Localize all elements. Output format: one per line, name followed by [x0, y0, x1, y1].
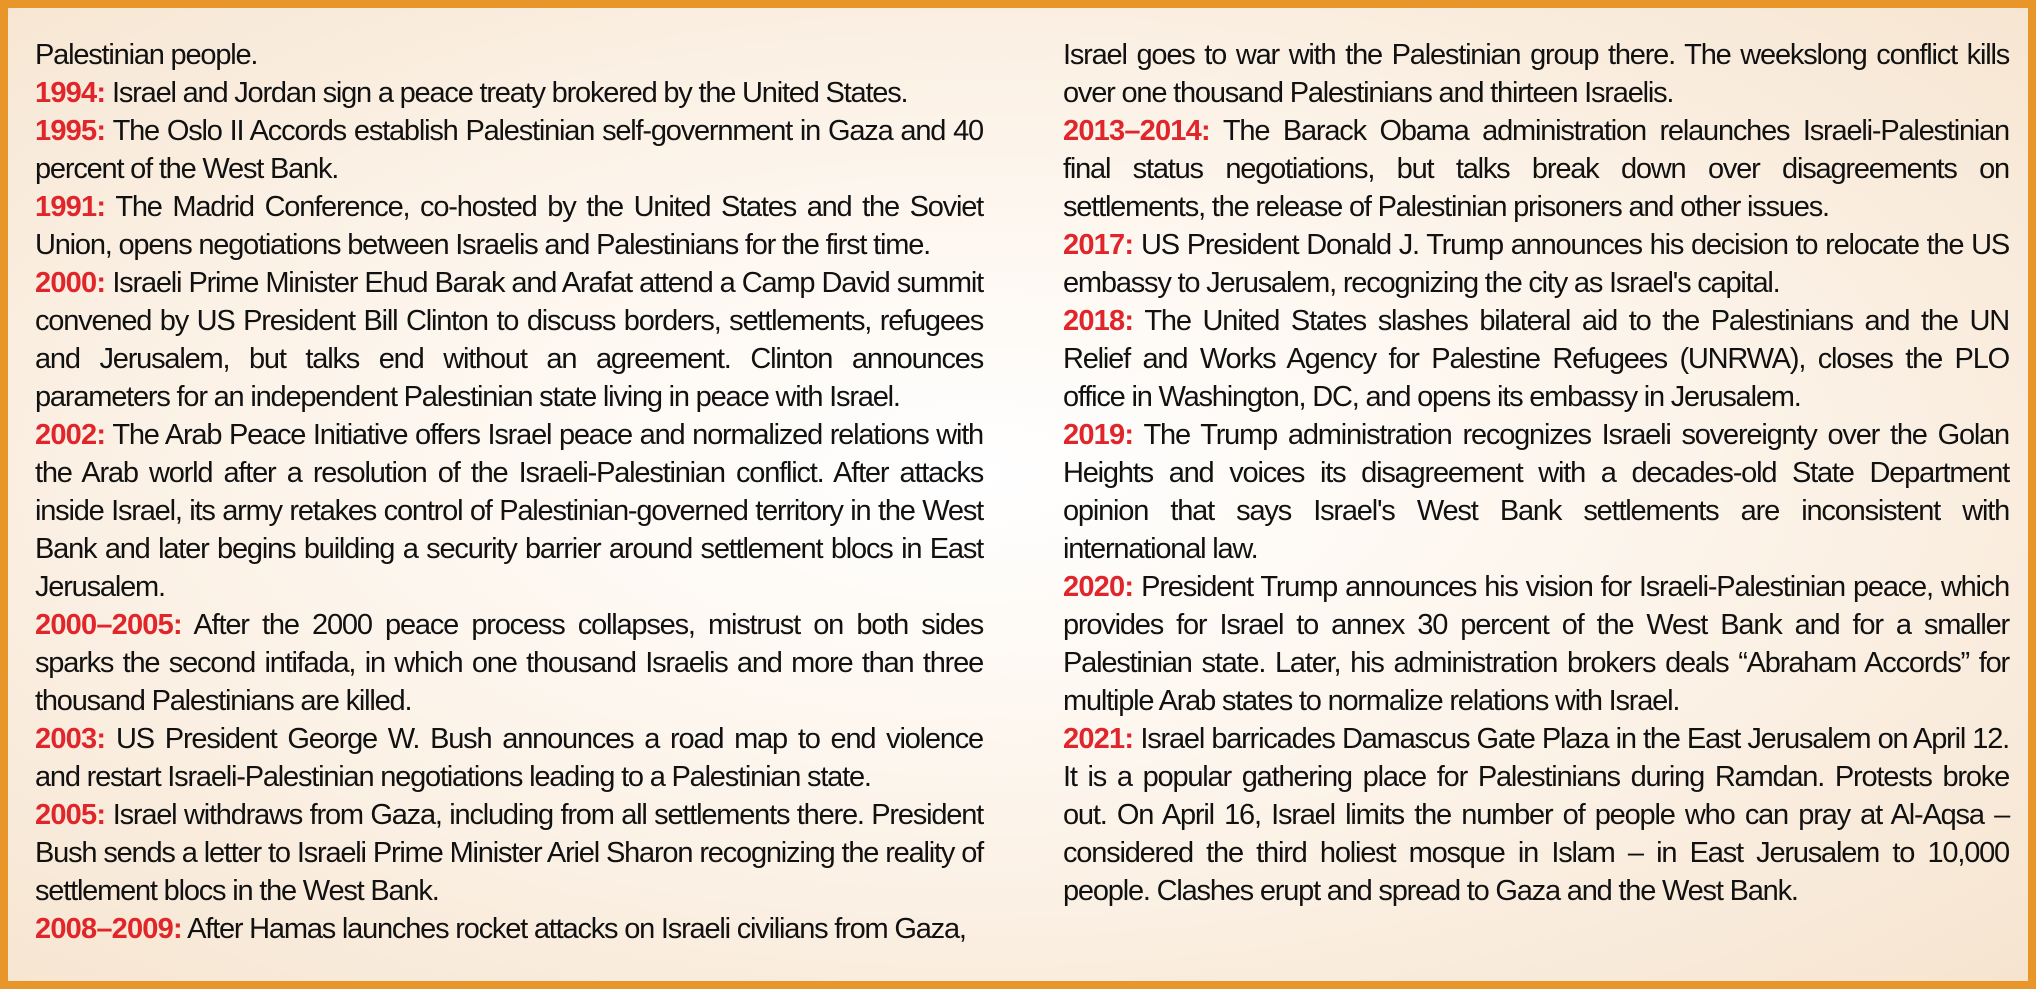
timeline-right-column — [1063, 36, 2009, 910]
timeline-entry-2005 — [35, 796, 983, 910]
timeline-entry-2021 — [1063, 720, 2009, 910]
entry-year: 2000–2005: — [35, 609, 182, 641]
entry-text: After the 2000 peace process collapses, mistrust on both sides sparks the second intifada, in which one thousand Israelis and more than three thousand Palestinians are killed. — [35, 609, 983, 717]
timeline-entry-2002 — [35, 416, 983, 606]
timeline-continued-text: Palestinian people. — [35, 39, 258, 71]
entry-year: 2021: — [1063, 723, 1134, 755]
entry-text: The Oslo II Accords establish Palestinian self-government in Gaza and 40 percent of the West Bank. — [35, 115, 983, 185]
entry-year: 2002: — [35, 419, 106, 451]
entry-year: 2019: — [1063, 419, 1134, 451]
timeline-entry-1994 — [35, 74, 983, 112]
entry-text: US President George W. Bush announces a road map to end violence and restart Israeli-Palestinian negotiations leading to a Palestinian state. — [35, 723, 983, 793]
timeline-entry-1995 — [35, 112, 983, 188]
timeline-entry-2000 — [35, 264, 983, 416]
entry-year: 2008–2009: — [35, 913, 182, 945]
entry-text: Israeli Prime Minister Ehud Barak and Arafat attend a Camp David summit convened by US President Bill Clinton to discuss borders, settlements, refugees and Jerusalem, but talks end without an agreement. Clinton announces parameters for an independent Palestinian state living in peace with Israel. — [35, 267, 983, 413]
timeline-entry-2019 — [1063, 416, 2009, 568]
timeline-entry-2000-2005 — [35, 606, 983, 720]
entry-text: President Trump announces his vision for Israeli-Palestinian peace, which provides for Israel to annex 30 percent of the West Bank and for a smaller Palestinian state. Later, his administration brokers deals “Abraham Accords” for multiple Arab states to normalize relations with Israel. — [1063, 571, 2009, 717]
entry-text: Israel and Jordan sign a peace treaty brokered by the United States. — [105, 77, 908, 109]
entry-text: The Trump administration recognizes Israeli sovereignty over the Golan Heights and voices its disagreement with a decades-old State Department opinion that says Israel's West Bank settlements are inconsistent with international law. — [1063, 419, 2009, 565]
entry-year: 2018: — [1063, 305, 1134, 337]
entry-year: 1995: — [35, 115, 106, 147]
entry-text: US President Donald J. Trump announces his decision to relocate the US embassy to Jerusalem, recognizing the city as Israel's capital. — [1063, 229, 2009, 299]
entry-year: 2020: — [1063, 571, 1134, 603]
entry-text: The Arab Peace Initiative offers Israel peace and normalized relations with the Arab world after a resolution of the Israeli-Palestinian conflict. After attacks inside Israel, its army retakes control of Palestinian-governed territory in the West Bank and later begins building a security barrier around settlement blocs in East Jerusalem. — [35, 419, 983, 603]
timeline-continued-text: Israel goes to war with the Palestinian group there. The weekslong conflict kills over one thousand Palestinians and thirteen Israelis. — [1063, 39, 2009, 109]
timeline-entry-2020 — [1063, 568, 2009, 720]
entry-year: 1994: — [35, 77, 106, 109]
entry-text: The Madrid Conference, co-hosted by the United States and the Soviet Union, opens negotiations between Israelis and Palestinians for the first time. — [35, 191, 983, 261]
timeline-entry-2018 — [1063, 302, 2009, 416]
entry-year: 2013–2014: — [1063, 115, 1210, 147]
entry-text: The Barack Obama administration relaunches Israeli-Palestinian final status negotiations, but talks break down over disagreements on settlements, the release of Palestinian prisoners and other issues. — [1063, 115, 2009, 223]
timeline-entry-2013-2014 — [1063, 112, 2009, 226]
entry-text: Israel barricades Damascus Gate Plaza in the East Jerusalem on April 12. It is a popular gathering place for Palestinians during Ramdan. Protests broke out. On April 16, Israel limits the number of people who can pray at Al-Aqsa – considered the third holiest mosque in Islam – in East Jerusalem to 10,000 people. Clashes erupt and spread to Gaza and the West Bank. — [1063, 723, 2009, 907]
entry-text: Israel withdraws from Gaza, including from all settlements there. President Bush sends a letter to Israeli Prime Minister Ariel Sharon recognizing the reality of settlement blocs in the West Bank. — [35, 799, 983, 907]
timeline-entry-2008-2009 — [35, 910, 983, 948]
entry-year: 1991: — [35, 191, 106, 223]
entry-text: The United States slashes bilateral aid to the Palestinians and the UN Relief and Works Agency for Palestine Refugees (UNRWA), closes the PLO office in Washington, DC, and opens its embassy in Jerusalem. — [1063, 305, 2009, 413]
entry-year: 2000: — [35, 267, 106, 299]
timeline-entry-2017 — [1063, 226, 2009, 302]
entry-text: After Hamas launches rocket attacks on Israeli civilians from Gaza, — [181, 913, 966, 945]
entry-year: 2003: — [35, 723, 106, 755]
entry-year: 2017: — [1063, 229, 1134, 261]
timeline-entry-1991 — [35, 188, 983, 264]
entry-year: 2005: — [35, 799, 106, 831]
timeline-left-column — [35, 36, 983, 948]
timeline-entry-2003 — [35, 720, 983, 796]
